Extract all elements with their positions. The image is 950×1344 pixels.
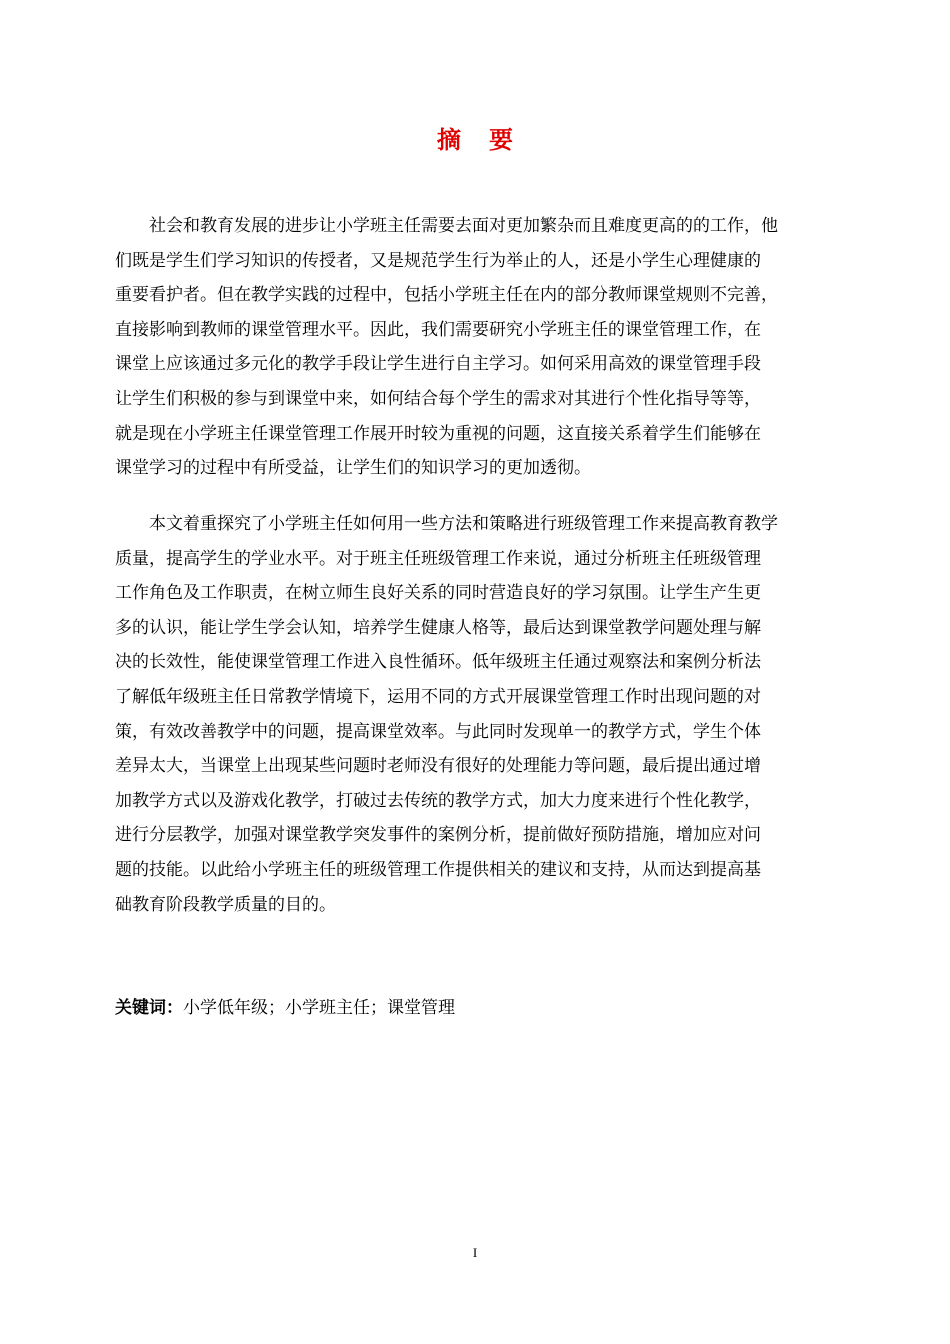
paragraph-line: 础教育阶段教学质量的目的。 bbox=[115, 894, 336, 915]
page-number: I bbox=[472, 1245, 478, 1260]
abstract-paragraph-2 bbox=[115, 507, 860, 922]
paragraph-line: 直接影响到教师的课堂管理水平。因此，我们需要研究小学班主任的课堂管理工作，在 bbox=[115, 319, 761, 340]
paragraph-line: 了解低年级班主任日常教学情境下，运用不同的方式开展课堂管理工作时出现问题的对 bbox=[115, 686, 761, 707]
paragraph-line: 课堂学习的过程中有所受益，让学生们的知识学习的更加透彻。 bbox=[115, 458, 591, 479]
paragraph-line: 课堂上应该通过多元化的教学手段让学生进行自主学习。如何采用高效的课堂管理手段 bbox=[115, 354, 761, 375]
paragraph-line: 加教学方式以及游戏化教学，打破过去传统的教学方式，加大力度来进行个性化教学， bbox=[115, 790, 761, 811]
paragraph-line: 重要看护者。但在教学实践的过程中，包括小学班主任在内的部分教师课堂规则不完善， bbox=[115, 285, 778, 306]
paragraph-line: 就是现在小学班主任课堂管理工作展开时较为重视的问题，这直接关系着学生们能够在 bbox=[115, 423, 761, 444]
paragraph-line: 题的技能。以此给小学班主任的班级管理工作提供相关的建议和支持，从而达到提高基 bbox=[115, 859, 761, 880]
page-title: 摘要 bbox=[437, 126, 541, 154]
paragraph-line: 决的长效性，能使课堂管理工作进入良性循环。低年级班主任通过观察法和案例分析法 bbox=[115, 652, 761, 673]
keywords-line bbox=[115, 991, 455, 1025]
paragraph-line: 策，有效改善教学中的问题，提高课堂效率。与此同时发现单一的教学方式，学生个体 bbox=[115, 721, 761, 742]
abstract-paragraph-1 bbox=[115, 209, 860, 486]
paragraph-line: 工作角色及工作职责，在树立师生良好关系的同时营造良好的学习氛围。让学生产生更 bbox=[115, 583, 761, 604]
paragraph-line: 本文着重探究了小学班主任如何用一些方法和策略进行班级管理工作来提高教育教学 bbox=[149, 514, 778, 534]
paragraph-line: 质量，提高学生的学业水平。对于班主任班级管理工作来说，通过分析班主任班级管理 bbox=[115, 548, 761, 569]
keywords-label: 关键词： bbox=[115, 998, 183, 1018]
paragraph-line: 们既是学生们学习知识的传授者，又是规范学生行为举止的人，还是小学生心理健康的 bbox=[115, 250, 761, 271]
paragraph-line: 多的认识，能让学生学会认知，培养学生健康人格等，最后达到课堂教学问题处理与解 bbox=[115, 617, 761, 638]
paragraph-line: 进行分层教学，加强对课堂教学突发事件的案例分析，提前做好预防措施，增加应对问 bbox=[115, 825, 761, 846]
paragraph-line: 社会和教育发展的进步让小学班主任需要去面对更加繁杂而且难度更高的的工作，他 bbox=[149, 216, 778, 236]
paragraph-line: 让学生们积极的参与到课堂中来，如何结合每个学生的需求对其进行个性化指导等等， bbox=[115, 388, 761, 409]
keywords-text: 小学低年级；小学班主任；课堂管理 bbox=[183, 998, 455, 1018]
paragraph-line: 差异太大，当课堂上出现某些问题时老师没有很好的处理能力等问题，最后提出通过增 bbox=[115, 756, 761, 777]
